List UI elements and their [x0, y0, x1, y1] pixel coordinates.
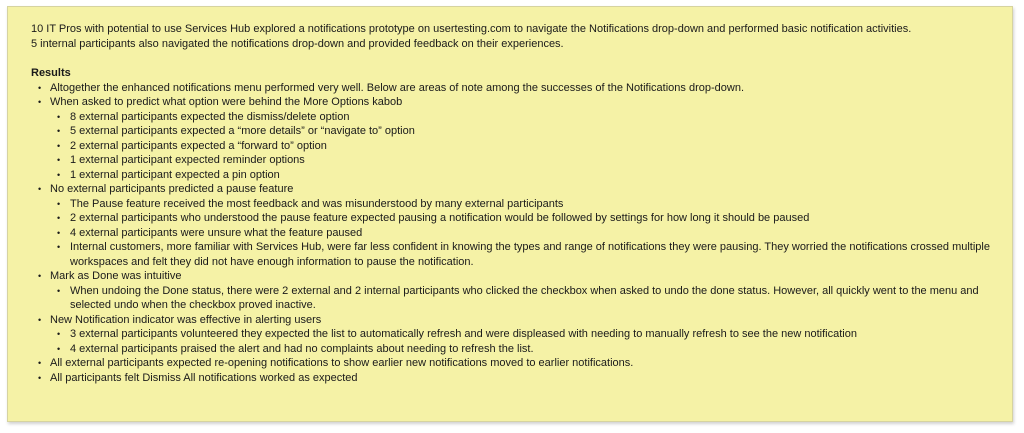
result-item-text: • All participants felt Dismiss All notifications worked as expected — [50, 371, 358, 384]
result-item-6 — [31, 356, 992, 371]
result-item-text: • When asked to predict what option were behind the More Options kabob — [50, 96, 403, 108]
result-item-5 — [31, 313, 992, 357]
result-subitem: • 2 external participants expected a “forward to” option — [50, 139, 992, 154]
result-item-text: • All external participants expected re-opening notifications to show earlier new notifications moved to earlier notifications. — [50, 357, 634, 369]
result-subitem: • When undoing the Done status, there were 2 external and 2 internal participants who clicked the checkbox when asked to undo the done status. However, all quickly went to the menu and selected undo when the checkbox proved inactive. — [50, 284, 992, 313]
result-subitem: • Internal customers, more familiar with Services Hub, were far less confident in knowing the types and range of notifications they were pausing. They worried the notifications crossed multiple workspaces and felt they did not have enough information to pause the notification. — [50, 240, 992, 269]
result-item-1 — [31, 81, 992, 96]
result-item-3 — [31, 182, 992, 269]
result-subitem: • 3 external participants volunteered they expected the list to automatically refresh and were displeased with needing to manually refresh to see the new notification — [50, 327, 992, 342]
intro-line-2: 5 internal participants also navigated the notifications drop-down and provided feedback on their experiences. — [31, 37, 564, 50]
sticky-note-panel — [7, 6, 1013, 422]
result-sublist — [50, 284, 992, 313]
intro-paragraph — [31, 22, 992, 51]
result-subitem: • 1 external participant expected reminder options — [50, 153, 992, 168]
result-subitem: • 8 external participants expected the dismiss/delete option — [50, 110, 992, 125]
result-item-text: • No external participants predicted a pause feature — [50, 183, 294, 195]
result-item-text: • New Notification indicator was effective in alerting users — [50, 313, 322, 326]
result-item-2 — [31, 95, 992, 182]
result-sublist — [50, 327, 992, 356]
result-subitem: • 4 external participants praised the alert and had no complaints about needing to refresh the list. — [50, 342, 992, 357]
result-item-7 — [31, 371, 992, 386]
result-subitem: • 5 external participants expected a “more details” or “navigate to” option — [50, 124, 992, 139]
result-item-text: • Mark as Done was intuitive — [50, 270, 182, 282]
result-subitem: • 2 external participants who understood the pause feature expected pausing a notification would be followed by settings for how long it should be paused — [50, 211, 992, 226]
result-subitem: • The Pause feature received the most feedback and was misunderstood by many external participants — [50, 197, 992, 212]
result-item-4 — [31, 269, 992, 313]
result-subitem: • 1 external participant expected a pin option — [50, 168, 992, 183]
result-item-text: • Altogether the enhanced notifications menu performed very well. Below are areas of note among the successes of the Notifications drop-down. — [50, 81, 744, 94]
result-sublist — [50, 197, 992, 270]
intro-line-1: 10 IT Pros with potential to use Services Hub explored a notifications prototype on usertesting.com to navigate the Notifications drop-down and performed basic notification activities. — [31, 23, 912, 35]
result-subitem: • 4 external participants were unsure what the feature paused — [50, 226, 992, 241]
results-heading: Results — [31, 67, 71, 79]
result-sublist — [50, 110, 992, 183]
results-list — [31, 81, 992, 386]
